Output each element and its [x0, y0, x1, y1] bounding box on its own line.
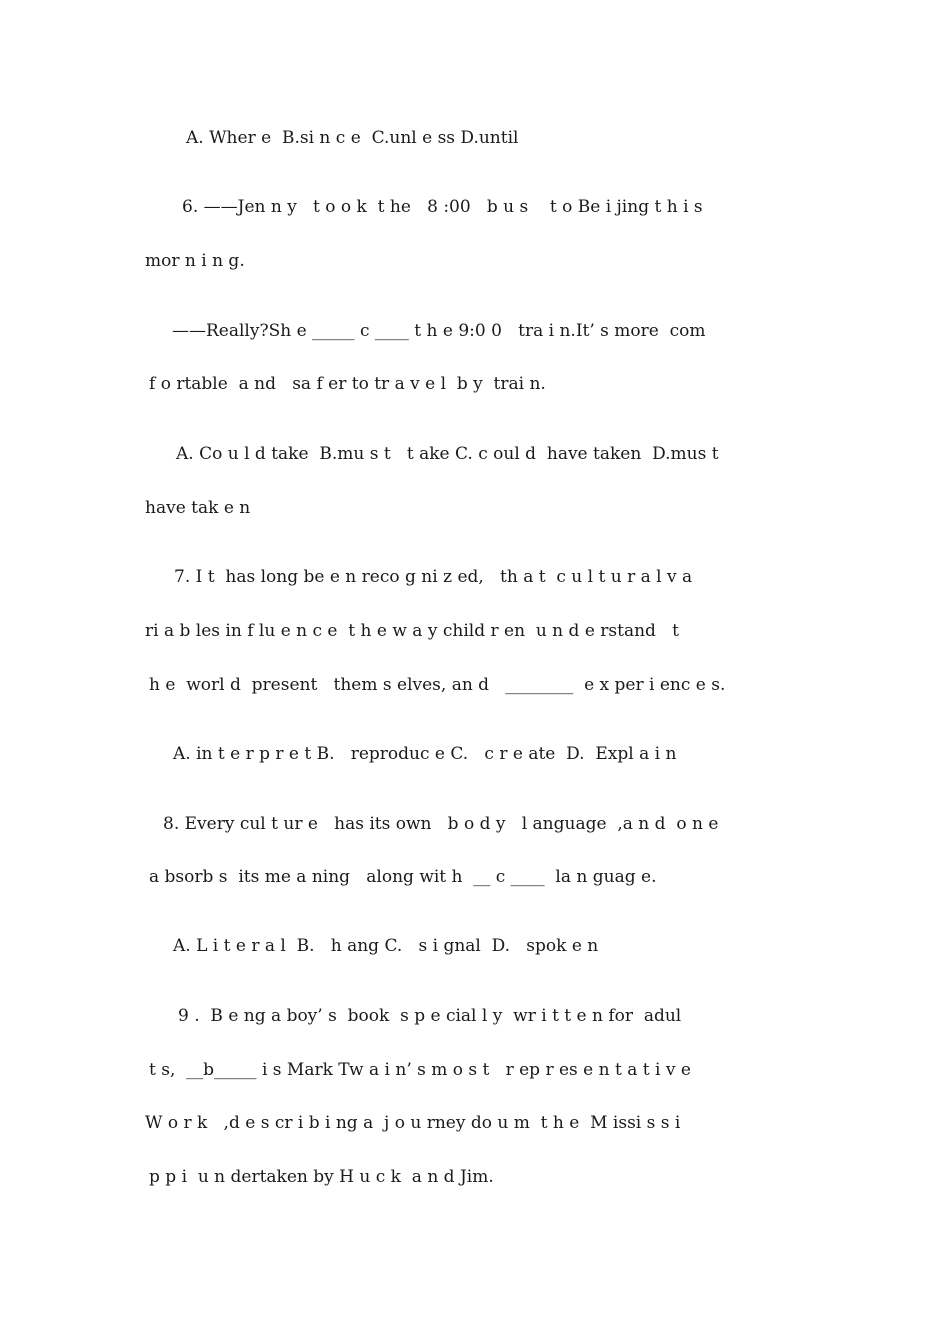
q6-text-line-4: f o rtable a nd sa f er to tr a v e l b y trai n.: [149, 374, 546, 394]
q7-text-line-1: 7. I t has long be e n reco g ni z ed, th a t c u l t u r a l v a: [174, 567, 693, 587]
q7-text-line-2: ri a b les in f lu e n c e t h e w a y child r en u n d e rstand t: [145, 621, 679, 641]
q6-options-line-2: have tak e n: [145, 498, 251, 518]
q9-text-line-1: 9 . B e ng a boy’ s book s p e cial l y wr i t t e n for adul: [178, 1006, 682, 1026]
q6-text-line-2: mor n i n g.: [145, 251, 245, 271]
q6-options-line-1: A. Co u l d take B.mu s t t ake C. c oul d have taken D.mus t: [176, 444, 719, 464]
q6-text-line-1: 6. ——Jen n y t o o k t he 8 :00 b u s t o Be i jing t h i s: [182, 197, 703, 217]
q8-options: A. L i t e r a l B. h ang C. s i gnal D. spok e n: [173, 936, 599, 956]
q6-text-line-3: ——Really?Sh e _____ c ____ t h e 9:0 0 tra i n.It’ s more com: [172, 321, 706, 341]
q7-options: A. in t e r p r e t B. reproduc e C. c r e ate D. Expl a i n: [173, 744, 677, 764]
q9-text-line-2: t s, __b_____ i s Mark Tw a i n’ s m o s t r ep r es e n t a t i v e: [149, 1060, 691, 1080]
q8-text-line-2: a bsorb s its me a ning along wit h __ c ____ la n guag e.: [149, 867, 657, 887]
q7-text-line-3: h e worl d present them s elves, an d ________ e x per i enc e s.: [149, 675, 726, 695]
q9-text-line-4: p p i u n dertaken by H u c k a n d Jim.: [149, 1167, 494, 1187]
q9-text-line-3: W o r k ,d e s cr i b i ng a j o u rney do u m t h e M issi s s i: [145, 1113, 681, 1133]
q5-options: A. Wher e B.si n c e C.unl e ss D.until: [186, 128, 519, 148]
q8-text-line-1: 8. Every cul t ur e has its own b o d y l anguage ,a n d o n e: [163, 814, 719, 834]
